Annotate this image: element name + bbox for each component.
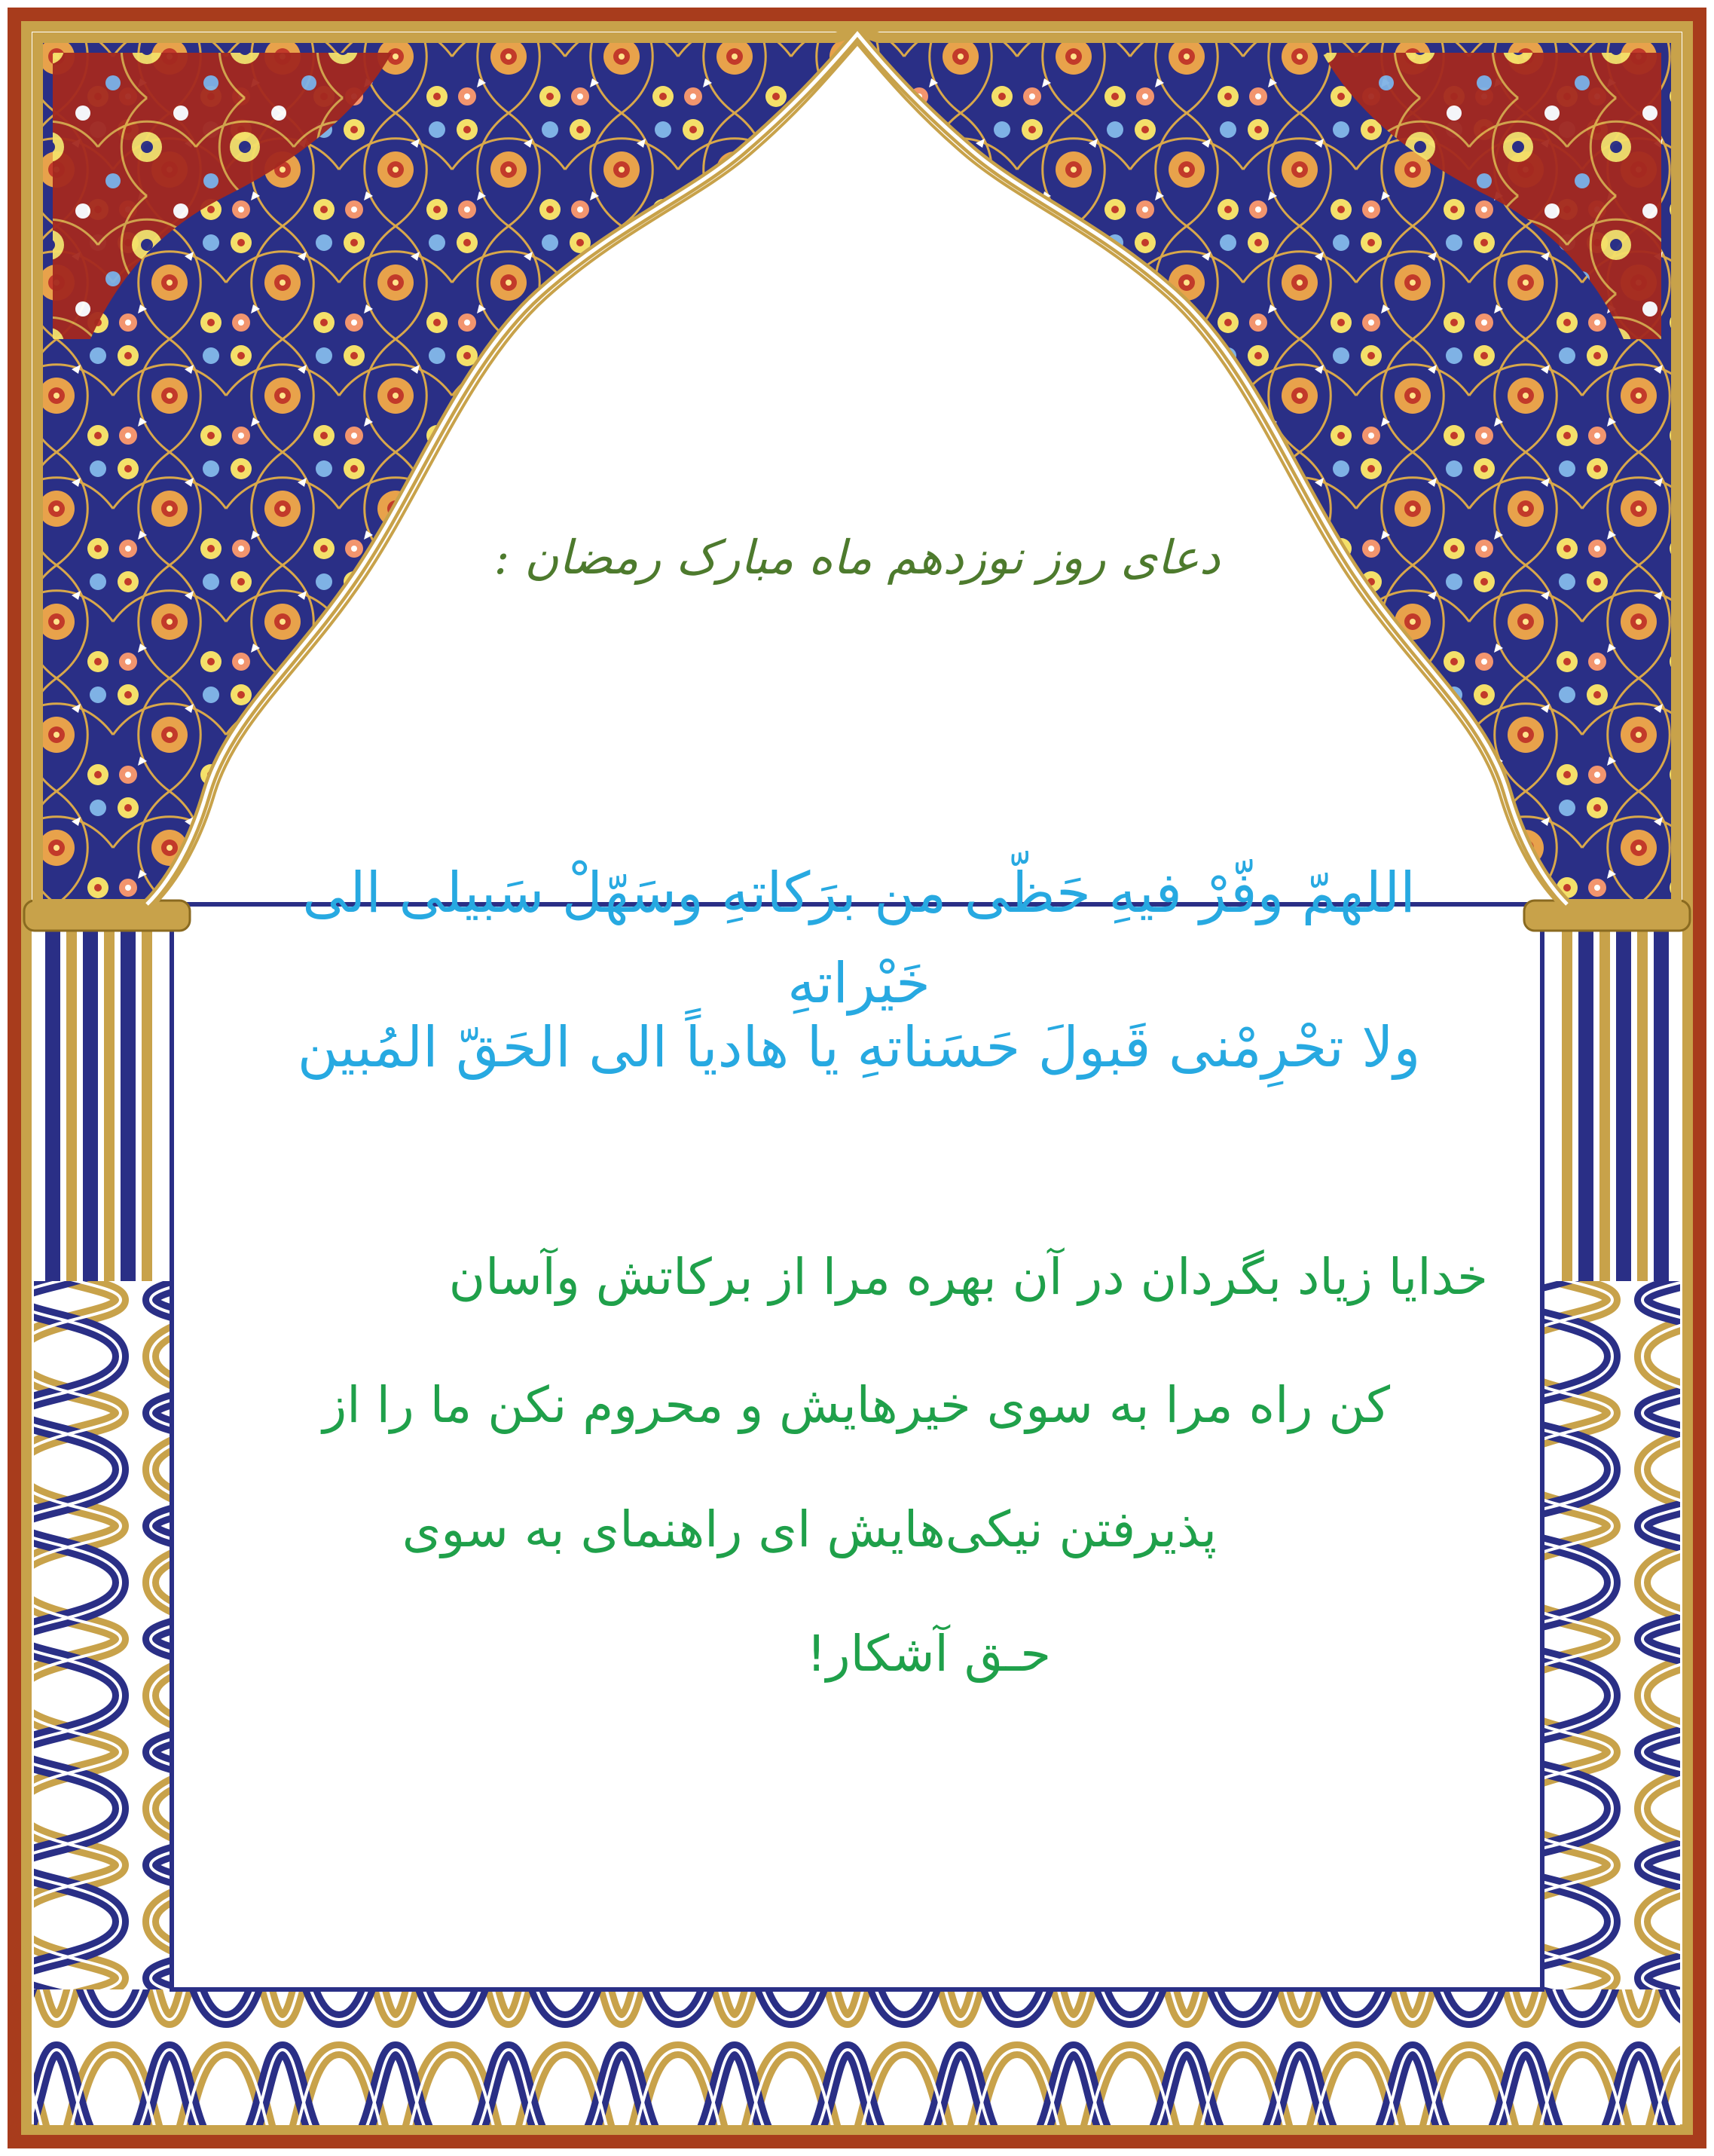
persian-translation-line-1: خدایا زیاد بگردان در آن بهره مرا از برکاتش وآسان: [448, 1248, 1488, 1306]
left-knot-border: [34, 1281, 170, 2035]
persian-translation-line-3: پذیرفتن نیکی‌هایش ای راهنمای به سوی: [402, 1500, 1217, 1558]
bottom-knot-border: [34, 1989, 1680, 2125]
prayer-title: دعای روز نوزدهم ماه مبارک رمضان :: [493, 530, 1221, 585]
right-knot-border: [1544, 1281, 1680, 2035]
persian-translation-line-4: حـق آشکار!: [806, 1625, 1051, 1683]
persian-translation-line-2: کن راه مرا به سوی خیرهایش و محروم نکن ما را از: [322, 1376, 1390, 1434]
arabic-prayer-line-2: ولا تحْرِمْنی قَبولَ حَسَناتهِ یا هادیاً الی الحَقّ المُبین: [297, 1015, 1421, 1080]
arabic-prayer-line-1: اللهمّ وفّرْ فیهِ حَظّی من برَکاتهِ وسَهّلْ سَبیلی الی خَیْراتهِ: [302, 861, 1416, 1016]
